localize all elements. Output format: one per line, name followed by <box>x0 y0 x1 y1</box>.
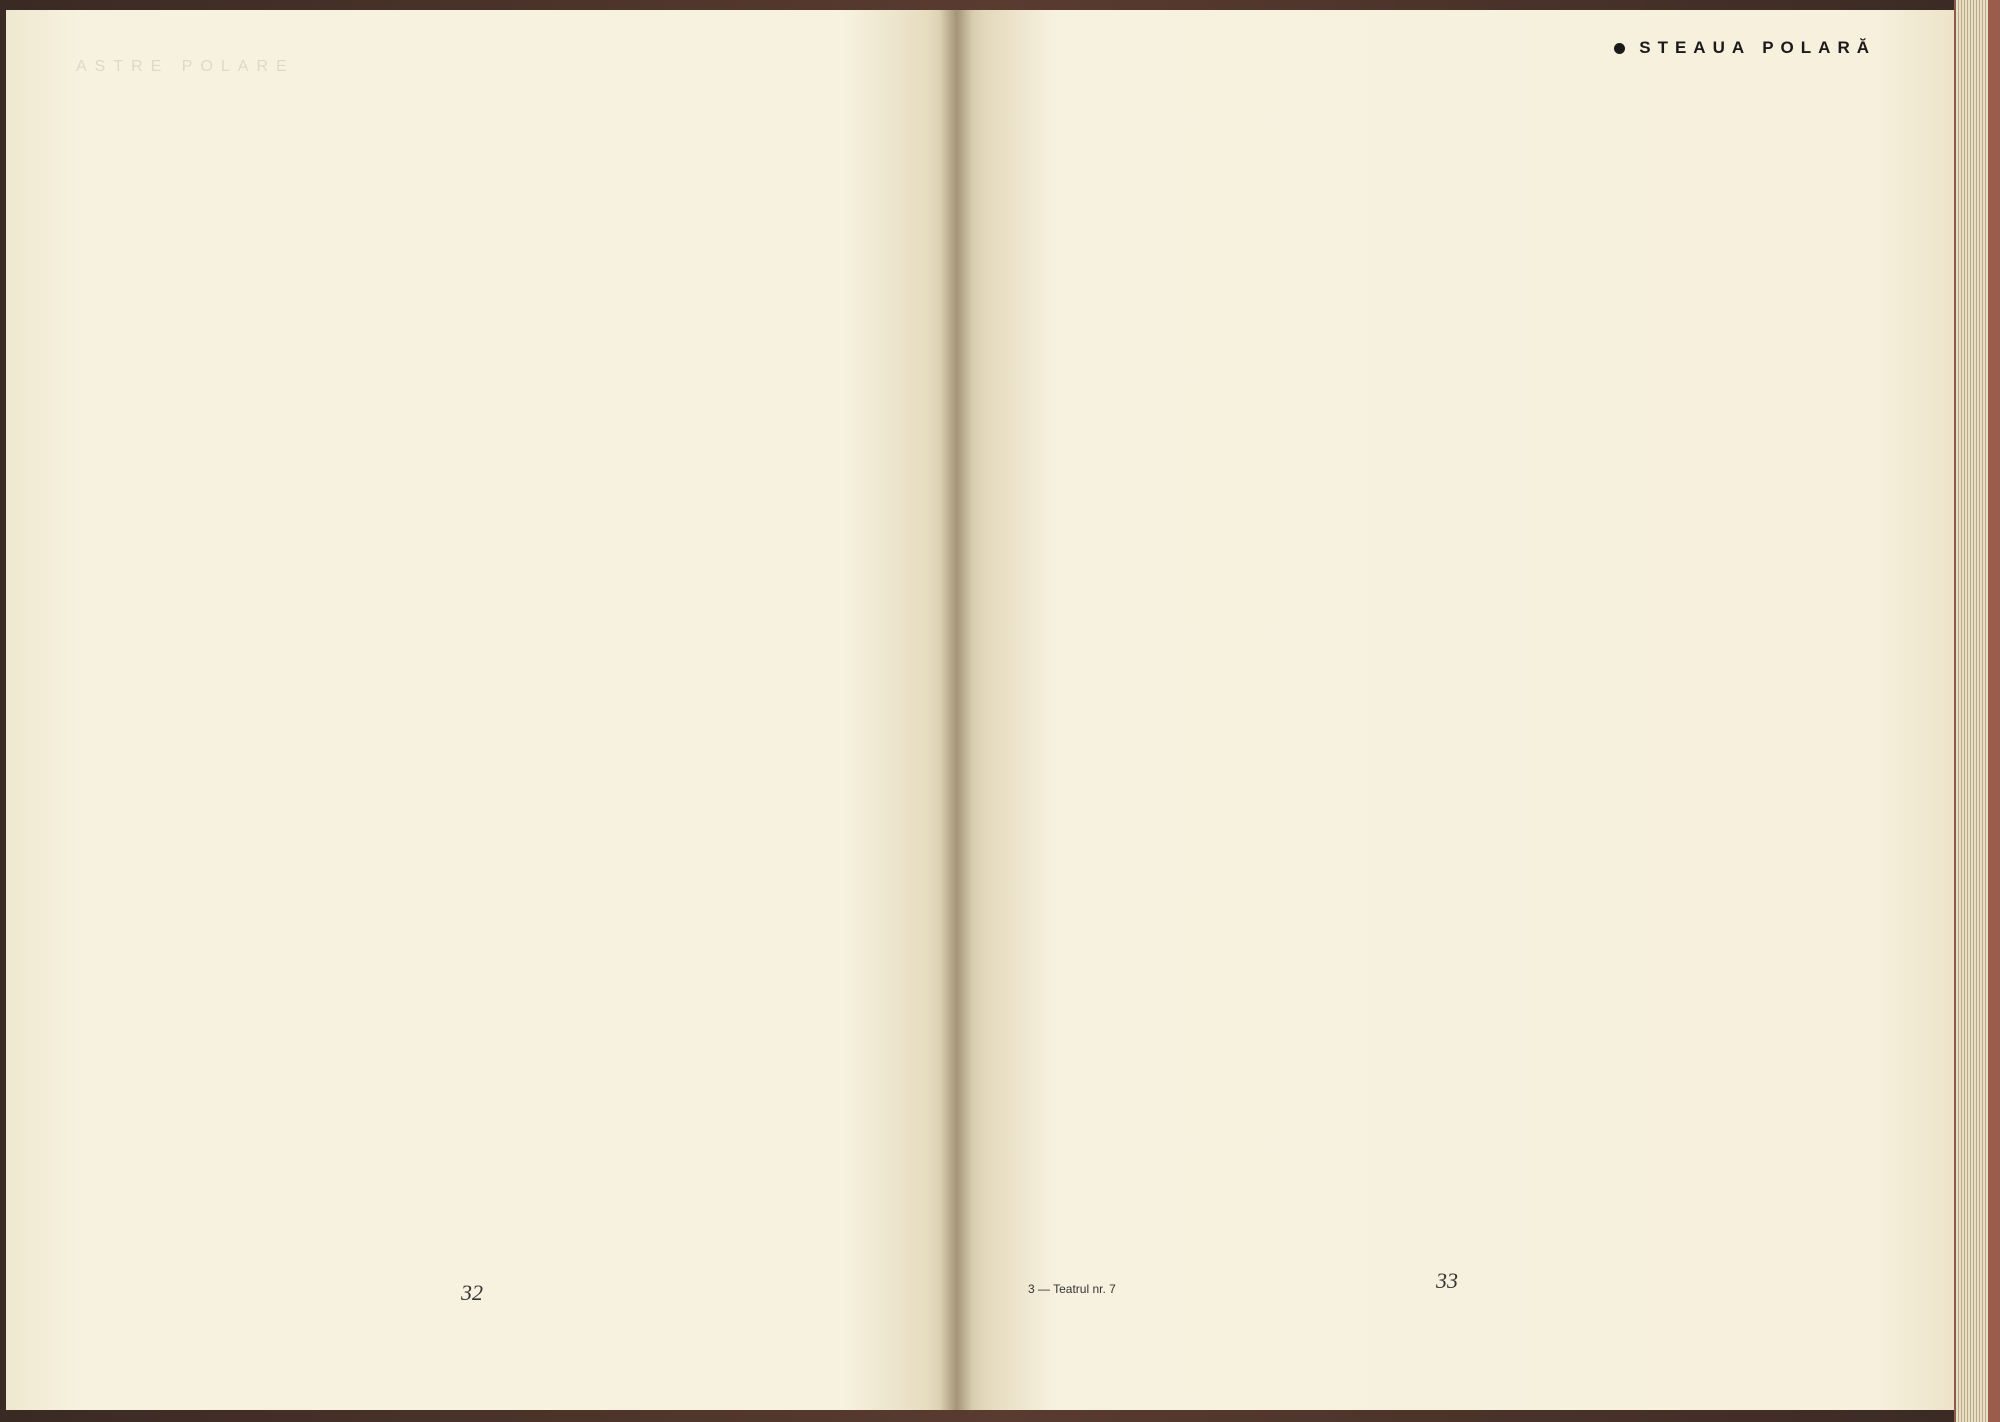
page-stack-edge <box>1954 0 2000 1422</box>
page-footer-note: 3 — Teatrul nr. 7 <box>1028 1282 1116 1296</box>
left-page <box>6 10 956 1410</box>
bullet-dot-icon <box>1614 43 1625 54</box>
left-page-ghost-header: ASTRE POLARE <box>76 58 295 75</box>
running-header-title: STEAUA POLARĂ <box>1639 38 1876 57</box>
right-page-number: 33 <box>1436 1268 1458 1293</box>
running-header <box>1614 38 1876 58</box>
book-cover-right <box>1988 0 2000 1422</box>
left-page-number: 32 <box>461 1280 483 1305</box>
right-page <box>956 10 1956 1410</box>
book-gutter <box>940 10 972 1410</box>
